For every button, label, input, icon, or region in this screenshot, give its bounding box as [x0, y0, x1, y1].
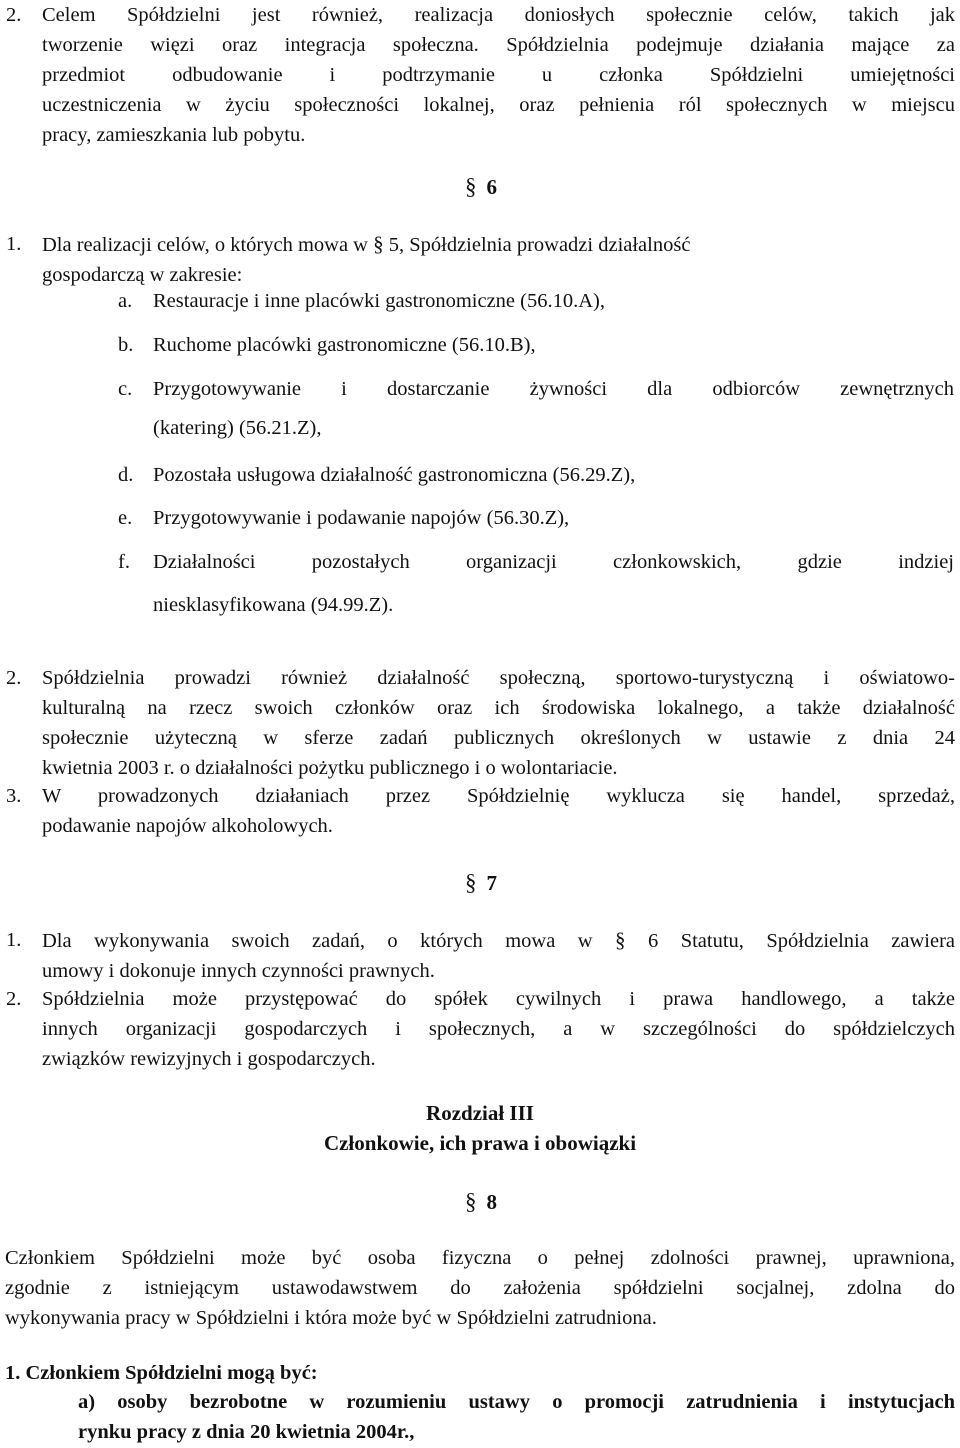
text-line: przedmiot odbudowanie i podtrzymanie u członka Spółdzielni umiejętności	[42, 64, 955, 86]
text-line	[42, 925, 955, 956]
text-fragment: Dla wykonywania swoich zadań, o których mowa w	[42, 930, 593, 952]
section-8-heading	[465, 1187, 497, 1217]
text-line	[42, 229, 955, 260]
text-line: pracy, zamieszkania lub pobytu.	[42, 124, 306, 146]
chapter-title: Rozdział III	[426, 1101, 534, 1125]
text-line: społecznie użyteczną w sferze zadań publicznych określonych w ustawie z dnia 24	[42, 727, 955, 749]
text-line: kulturalną na rzecz swoich członków oraz ich środowiska lokalnego, a także działalność	[42, 697, 955, 719]
paragraph-body	[42, 229, 955, 290]
text-line: a) osoby bezrobotne w rozumieniu ustawy o promocji zatrudnienia i instytucjach	[78, 1391, 955, 1413]
paragraph-body	[42, 781, 955, 841]
item-text: niesklasyfikowana (94.99.Z).	[153, 594, 394, 616]
text-line: tworzenie więzi oraz integracja społeczna. Spółdzielnia podejmuje działania mające za	[42, 34, 955, 56]
item-letter: f.	[118, 551, 130, 573]
item-text: (katering) (56.21.Z),	[153, 417, 322, 439]
section-symbol: §	[465, 870, 477, 895]
text-line: Członkiem Spółdzielni może być osoba fizyczna o pełnej zdolności prawnej, uprawniona,	[5, 1247, 955, 1269]
section-symbol: §	[615, 928, 626, 952]
section-8-paragraph-1-heading	[5, 1358, 955, 1388]
paragraph-number: 2.	[6, 4, 22, 26]
paragraph-body	[42, 984, 955, 1074]
item-text: Pozostała usługowa działalność gastronomiczna (56.29.Z),	[153, 464, 636, 486]
text-line: W prowadzonych działaniach przez Spółdzielnię wyklucza się handel, sprzedaż,	[42, 785, 955, 807]
paragraph-number: 2.	[6, 988, 22, 1010]
section-number: 6	[486, 175, 497, 199]
paragraph-number: 1.	[6, 233, 22, 255]
paragraph-body	[42, 925, 955, 986]
paragraph-number: 3.	[6, 785, 22, 807]
item-text: Przygotowywanie i dostarczanie żywności dla odbiorców zewnętrznych	[153, 378, 954, 400]
section-number: 8	[486, 1190, 497, 1214]
text-line: Spółdzielnia prowadzi również działalność społeczną, sportowo-turystyczną i oświatowo-	[42, 667, 955, 689]
text-fragment: Dla realizacji celów, o których mowa w	[42, 234, 368, 256]
section-8-item-a	[78, 1387, 955, 1447]
item-text: Przygotowywanie i podawanie napojów (56.30.Z),	[153, 507, 570, 529]
text-line: gospodarczą w zakresie:	[42, 264, 243, 286]
section-6-heading	[465, 172, 497, 202]
text-line: wykonywania pracy w Spółdzielni i która może być w Spółdzielni zatrudniona.	[5, 1307, 657, 1329]
section-7-heading	[465, 868, 497, 898]
text-line: podawanie napojów alkoholowych.	[42, 815, 333, 837]
text-line: kwietnia 2003 r. o działalności pożytku publicznego i o wolontariacie.	[42, 757, 618, 779]
text-line: Spółdzielnia może przystępować do spółek cywilnych i prawa handlowego, a także	[42, 988, 955, 1010]
text-line: Celem Spółdzielni jest również, realizacja doniosłych społecznie celów, takich jak	[42, 4, 955, 26]
item-letter: d.	[118, 464, 134, 486]
text-line: rynku pracy z dnia 20 kwietnia 2004r.,	[78, 1421, 415, 1443]
paragraph-number: 1.	[6, 929, 22, 951]
text-line: 1. Członkiem Spółdzielni mogą być:	[5, 1362, 318, 1384]
item-text: Restauracje i inne placówki gastronomiczne (56.10.A),	[153, 290, 605, 312]
item-letter: a.	[118, 290, 133, 312]
paragraph-number: 2.	[6, 667, 22, 689]
item-letter: b.	[118, 334, 134, 356]
text-line: zgodnie z istniejącym ustawodawstwem do założenia spółdzielni socjalnej, zdolna do	[5, 1277, 955, 1299]
item-letter: c.	[118, 378, 133, 400]
section-symbol: §	[465, 1189, 477, 1214]
item-text: Ruchome placówki gastronomiczne (56.10.B),	[153, 334, 536, 356]
text-line: uczestniczenia w życiu społeczności lokalnej, oraz pełnienia ról społecznych w miejscu	[42, 94, 955, 116]
section-symbol: §	[373, 232, 384, 256]
text-line: związków rewizyjnych i gospodarczych.	[42, 1048, 376, 1070]
text-fragment: 6 Statutu, Spółdzielnia zawiera	[648, 930, 956, 952]
chapter-subtitle: Członkowie, ich prawa i obowiązki	[323, 1131, 637, 1155]
section-symbol: §	[465, 174, 477, 199]
text-line: umowy i dokonuje innych czynności prawnych.	[42, 960, 435, 982]
paragraph-body	[42, 663, 955, 783]
paragraph-body	[42, 0, 955, 150]
text-fragment: 5, Spółdzielnia prowadzi działalność	[388, 234, 691, 256]
item-letter: e.	[118, 507, 133, 529]
text-line: innych organizacji gospodarczych i społecznych, a w szczególności do spółdzielczych	[42, 1018, 955, 1040]
section-number: 7	[486, 871, 497, 895]
item-text: Działalności pozostałych organizacji członkowskich, gdzie indziej	[153, 551, 954, 573]
section-8-intro	[5, 1243, 955, 1333]
